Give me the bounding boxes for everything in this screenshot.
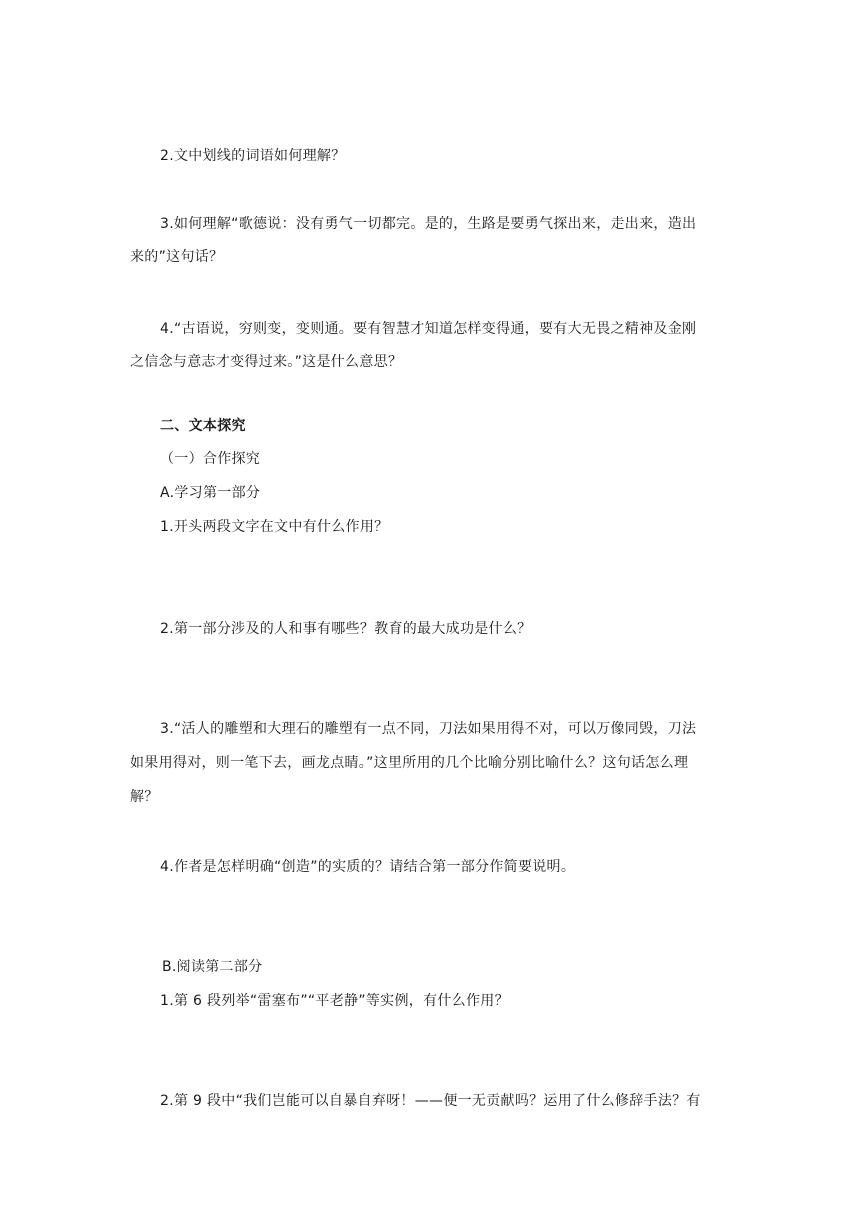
question-2: 2.文中划线的词语如何理解？ — [160, 148, 346, 164]
part-b-question-1: 1.第 6 段列举“雷塞布”“平老静”等实例，有什么作用？ — [160, 993, 509, 1009]
question-4-line-1: 4.“古语说，穷则变，变则通。要有智慧才知道怎样变得通，要有大无畏之精神及金刚 — [160, 321, 697, 337]
part-a-question-3-line-1: 3.“活人的雕塑和大理石的雕塑有一点不同，刀法如果用得不对，可以万像同毁，刀法 — [160, 721, 697, 737]
part-a-question-2: 2.第一部分涉及的人和事有哪些？教育的最大成功是什么？ — [160, 621, 532, 637]
part-b-question-2-line-1: 2.第 9 段中“我们岂能可以自暴自弃呀！——便一无贡献吗？运用了什么修辞手法？有 — [160, 1093, 701, 1109]
part-a-question-3-line-3: 解？ — [130, 789, 159, 805]
part-a-title: A.学习第一部分 — [160, 485, 261, 501]
part-a-question-1: 1.开头两段文字在文中有什么作用？ — [160, 519, 389, 535]
section-heading: 二、文本探究 — [160, 418, 246, 434]
part-b-title: B.阅读第二部分 — [162, 959, 263, 975]
part-a-question-4: 4.作者是怎样明确“创造”的实质的？请结合第一部分作简要说明。 — [160, 859, 576, 875]
question-4-line-2: 之信念与意志才变得过来。”这是什么意思？ — [130, 354, 403, 370]
question-3-line-1: 3.如何理解“歌德说：没有勇气一切都完。是的，生路是要勇气探出来，走出来，造出 — [160, 216, 697, 232]
question-3-line-2: 来的”这句话？ — [130, 249, 224, 265]
part-a-question-3-line-2: 如果用得对，则一笔下去，画龙点睛。”这里所用的几个比喻分别比喻什么？这句话怎么理 — [130, 755, 689, 771]
section-subheading: （一）合作探究 — [160, 451, 261, 467]
